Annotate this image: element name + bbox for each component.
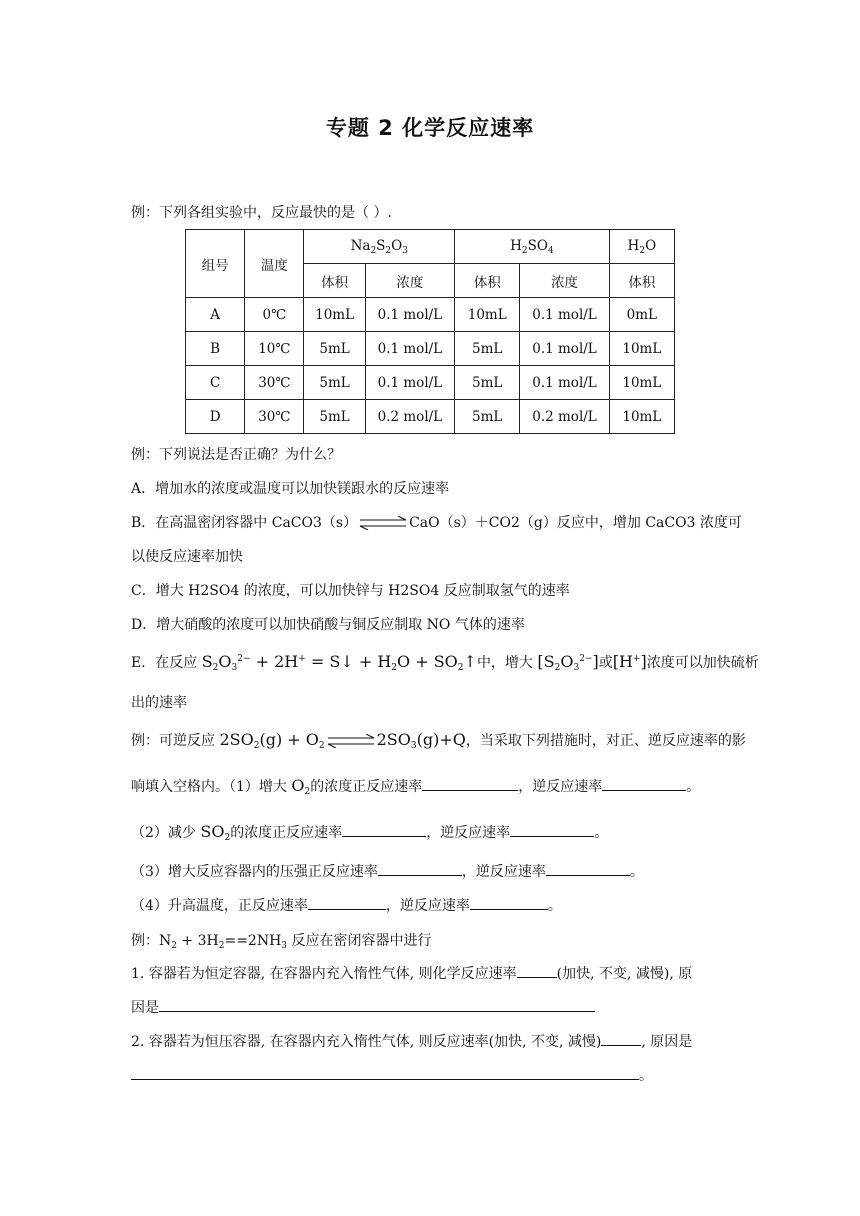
example3-text4a: （2）减少 [131,825,196,841]
statement-e-line2: 出的速率 [131,695,187,711]
example3-text5c: 。 [629,864,644,880]
header-temp: 温度 [245,230,304,298]
cell-group: C [186,366,245,400]
cell-acid-volume: 5mL [455,332,520,366]
example3-text4b: 的浓度正反应速率 [230,825,343,841]
example3-text2: ，当采取下列措施时，对正、逆反应速率的影 [465,733,746,749]
example4-part2-line2 [131,1065,653,1085]
statement-b-line1 [131,512,742,532]
cell-na-conc: 0.1 mol/L [365,332,454,366]
cell-acid-conc: 0.1 mol/L [520,298,609,332]
header-na2s2o3: $Na_2S_2O_3$ [304,230,455,264]
table-row [186,400,675,434]
cell-temp: 30℃ [245,400,304,434]
example4-question [131,930,431,951]
example3-line1 [131,730,746,751]
example4-part1-line1 [131,963,692,983]
cell-temp: 30℃ [245,366,304,400]
equilibrium-arrow-icon [326,734,376,748]
example3-text1: 例：可逆反应 [131,733,215,749]
proton-conc: [H+] [612,652,647,671]
example3-text5b: ，逆反应速率 [461,864,546,880]
answer-blank[interactable] [546,862,630,876]
answer-blank[interactable] [159,998,595,1012]
example3-line5 [131,895,562,915]
so2-formula: $SO_2$ [200,822,231,843]
cell-na-conc: 0.1 mol/L [365,366,454,400]
statement-e-text2: 中，增大 [476,655,533,671]
cell-na-volume: 10mL [304,298,365,332]
answer-blank[interactable] [342,823,426,837]
header-h2so4: $H_2SO_4$ [455,230,610,264]
table-row [186,332,675,366]
oxygen-formula: $O_2$ [291,776,311,797]
example4-text1a: 1. 容器若为恒定容器, 在容器内充入惰性气体, 则化学反应速率 [131,966,517,982]
example3-text3: 响填入空格内。（1）增大 [131,779,287,795]
example4-text2a: 2. 容器若为恒压容器, 在容器内充入惰性气体, 则反应速率(加快, 不变, 减慢) [131,1034,602,1050]
cell-na-conc: 0.1 mol/L [365,298,454,332]
statement-b-text2: CaO（s）＋CO2（g）反应中，增加 CaCO3 浓度可 [409,515,742,531]
example4-text1b: (加快, 不变, 减慢), 原 [556,966,693,982]
example3-text6c: 。 [547,898,562,914]
cell-na-volume: 5mL [304,400,365,434]
cell-na-volume: 5mL [304,366,365,400]
example4-text2b: , 原因是 [641,1034,693,1050]
equilibrium-arrow-icon [358,516,408,530]
example4-part2-line1 [131,1031,692,1051]
example3-text4d: 。 [594,825,609,841]
answer-blank[interactable] [517,964,557,978]
cell-na-volume: 5mL [304,332,365,366]
cell-acid-volume: 5mL [455,366,520,400]
equilibrium-left: $2SO_2(g) + O_2$ [219,730,325,751]
example4-text2c: 。 [639,1068,653,1084]
answer-blank[interactable] [510,823,594,837]
header-acid-volume: 体积 [455,264,520,298]
header-na-volume: 体积 [304,264,365,298]
example3-text5a: （3）增大反应容器内的压强正反应速率 [131,864,378,880]
cell-water-volume: 10mL [609,366,674,400]
header-group: 组号 [186,230,245,298]
table-row [186,366,675,400]
example4-text1c: 因是 [131,1000,159,1016]
example3-text4c: ，逆反应速率 [426,825,511,841]
cell-group: A [186,298,245,332]
header-water-volume: 体积 [609,264,674,298]
example2-question: 例：下列说法是否正确？为什么？ [131,447,341,463]
cell-acid-volume: 10mL [455,298,520,332]
page-title: 专题 2 化学反应速率 [325,116,535,140]
table-row [186,298,675,332]
example3-text6b: ，逆反应速率 [385,898,470,914]
statement-c: C．增大 H2SO4 的浓度，可以加快锌与 H2SO4 反应制取氢气的速率 [131,583,570,599]
cell-acid-conc: 0.1 mol/L [520,366,609,400]
header-h2o: $H_2O$ [609,230,674,264]
statement-b-line2: 以使反应速率加快 [131,549,243,565]
header-acid-conc: 浓度 [520,264,609,298]
reaction-equation: $S_2O_3^{2-} + 2H^+$ = S↓ + $H_2O$ + $SO_2↑$ [201,652,477,673]
example3-line4 [131,861,644,881]
cell-na-conc: 0.2 mol/L [365,400,454,434]
example4-text: 例：$N_2 + 3H_2==2NH_3$ 反应在密闭容器中进行 [131,933,432,951]
cell-water-volume: 0mL [609,298,674,332]
equilibrium-right: $2SO_3(g)+Q$ [376,730,466,751]
cell-group: D [186,400,245,434]
cell-acid-conc: 0.2 mol/L [520,400,609,434]
example3-line2 [131,776,700,797]
example3-text3b: 的浓度正反应速率 [310,779,423,795]
thiosulfate-conc: $[S_2O_3^{2-}]$ [537,652,599,673]
experiment-table [185,229,675,434]
cell-temp: 10℃ [245,332,304,366]
statement-e-line1 [131,652,759,673]
statement-a: A．增加水的浓度或温度可以加快镁跟水的反应速率 [131,481,450,497]
answer-blank[interactable] [422,777,518,791]
example3-line3 [131,822,608,843]
answer-blank[interactable] [131,1066,639,1080]
cell-acid-volume: 5mL [455,400,520,434]
statement-d: D．增大硝酸的浓度可以加快硝酸与铜反应制取 NO 气体的速率 [131,617,525,633]
answer-blank[interactable] [470,896,548,910]
header-na-conc: 浓度 [365,264,454,298]
answer-blank[interactable] [602,777,686,791]
example4-part1-line2 [131,997,595,1017]
cell-water-volume: 10mL [609,332,674,366]
cell-temp: 0℃ [245,298,304,332]
statement-e-text4: 浓度可以加快硫析 [646,655,759,671]
answer-blank[interactable] [601,1032,641,1046]
cell-acid-conc: 0.1 mol/L [520,332,609,366]
statement-e-text3: 或 [598,655,613,671]
example3-text3d: 。 [686,779,701,795]
answer-blank[interactable] [378,862,462,876]
example1-question: 例：下列各组实验中，反应最快的是（ ）. [131,205,392,221]
statement-b-text1: B．在高温密闭容器中 CaCO3（s） [131,515,358,531]
example3-text6a: （4）升高温度，正反应速率 [131,898,308,914]
cell-group: B [186,332,245,366]
cell-water-volume: 10mL [609,400,674,434]
statement-e-text1: E．在反应 [131,655,198,671]
example3-text3c: ，逆反应速率 [518,779,603,795]
answer-blank[interactable] [308,896,386,910]
